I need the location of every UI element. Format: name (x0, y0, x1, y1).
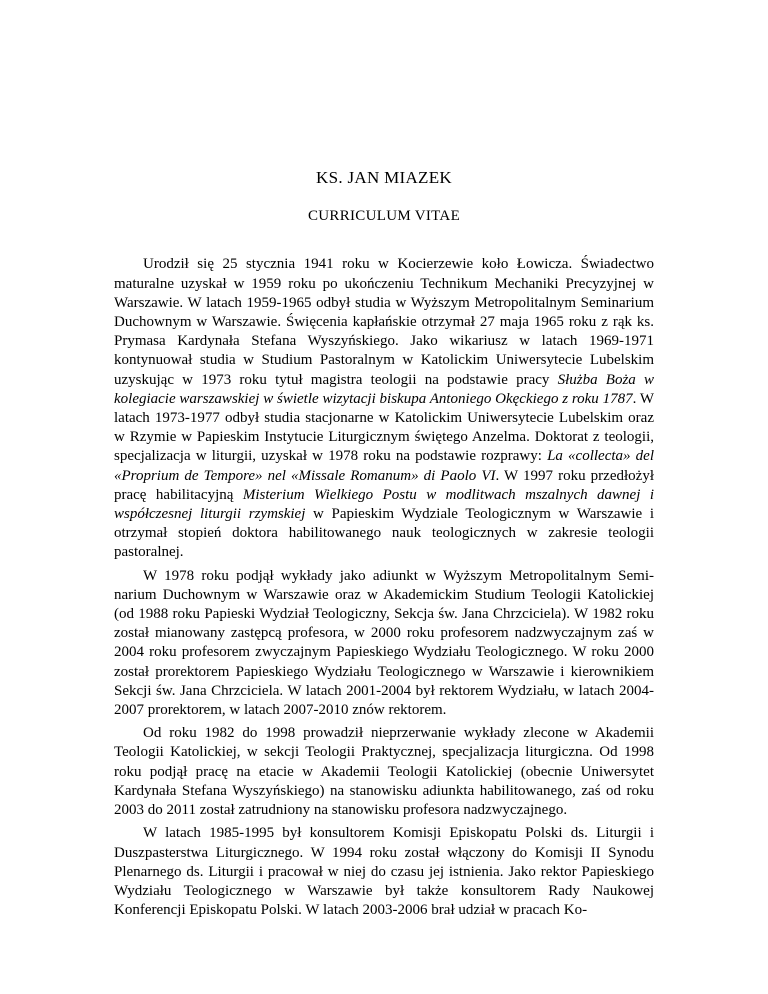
italic-title-text: Misterium Wielkiego Postu w modlitwach mszalnych dawnej i współczesnej liturgii rzymskiej (114, 486, 655, 523)
paragraph-text: . W latach 1973-1977 odbył studia stacjonarne w Katolickim Uniwersytecie Lubelskim oraz w Rzymie w Papieskim Instytucie Liturgicznym świętego Anzelma. Doktorat z teologii, specjalizacja w liturgii, uzyskał w 1978 roku na podstawie rozprawy: (114, 390, 654, 465)
italic-title-text: Służba Boża w kolegiacie warszawskiej w świetle wizytacji biskupa Antoniego Okęckiego z roku 1787 (114, 371, 655, 407)
paragraph (114, 824, 654, 920)
paragraph-text: W 1978 roku podjął wykłady jako adiunkt w Wyższym Metropolitalnym Seminarium Duchownym w Warszawie oraz w Akademickim Studium Teologii Katolickiej (od 1988 roku Papieski Wydział Teologiczny, Sekcja św. Jana Chrzciciela). W 1982 roku został mianowany zastępcą profesora, w 2000 roku profesorem nadzwyczajnym zaś w 2004 roku profesorem zwyczajnym Papieskiego Wydziału Teologicznego. W roku 2000 został prorektorem Papieskiego Wydziału Teologicznego w Warszawie i kierownikiem Sekcji św. Jana Chrzciciela. W latach 2001-2004 był rektorem Wydziału, w latach 2004-2007 prorektorem, w latach 2007-2010 znów rektorem. (114, 567, 654, 719)
document-page (114, 168, 654, 924)
paragraph (114, 567, 654, 721)
italic-title-text: La «collecta» del «Proprium de Tempore» nel «Missale Romanum» di Paolo VI (114, 448, 654, 484)
document-subtitle: CURRICULUM VITAE (307, 208, 461, 225)
paragraph-text: . W 1997 roku przedłożył pracę habilitacyjną (114, 467, 654, 503)
paragraph (114, 255, 654, 562)
paragraph-text: Od roku 1982 do 1998 prowadził nieprzerwanie wykłady zlecone w Akademii Teologii Katolickiej, w sekcji Teologii Praktycznej, specjalizacja liturgiczna. Od 1998 roku podjął pracę na etacie w Akademii Teologii Katolickiej (obecnie Uniwersytet Kardynała Stefana Wyszyńskiego) na stanowisku adiunkta habilitowanego, zaś od roku 2003 do 2011 został zatrudniony na stanowisku profesora nadzwyczajnego. (114, 725, 654, 819)
paragraph-text: w Papieskim Wydziale Teologicznym w Warszawie i otrzymał stopień doktora habilitowanego nauk teologicznych w zakresie teologii pastoralnej. (114, 506, 654, 561)
paragraph (114, 724, 654, 820)
body-text (114, 255, 654, 920)
paragraph-text: W latach 1985-1995 był konsultorem Komisji Episkopatu Polski ds. Liturgii i Duszpasterstwa Liturgicznego. W 1994 roku został włączony do Komisji II Synodu Plenarnego ds. Liturgii i pracował w niej do czasu jej istnienia. Jako rektor Papieskiego Wydziału Teologicznego w Warszawie był także konsultorem Rady Naukowej Konferencji Episkopatu Polski. W latach 2003-2006 brał udział w pracach Ko- (114, 825, 654, 919)
paragraph-text: Urodził się 25 stycznia 1941 roku w Kocierzewie koło Łowicza. Świadectwo maturalne uzyskał w 1959 roku po ukończeniu Technikum Mechaniki Precyzyjnej w Warszawie. W latach 1959-1965 odbył studia w Wyższym Metropolitalnym Seminarium Duchownym w Warszawie. Święcenia kapłańskie otrzymał 27 maja 1965 roku z rąk ks. Prymasa Kardynała Stefana Wyszyńskiego. Jako wikariusz w latach 1969-1971 kontynuował studia w Studium Pastoralnym w Katolickim Uniwersytecie Lubelskim uzyskując w 1973 roku tytuł magistra teologii na podstawie pracy (114, 256, 654, 388)
author-name: KS. JAN MIAZEK (316, 168, 452, 187)
